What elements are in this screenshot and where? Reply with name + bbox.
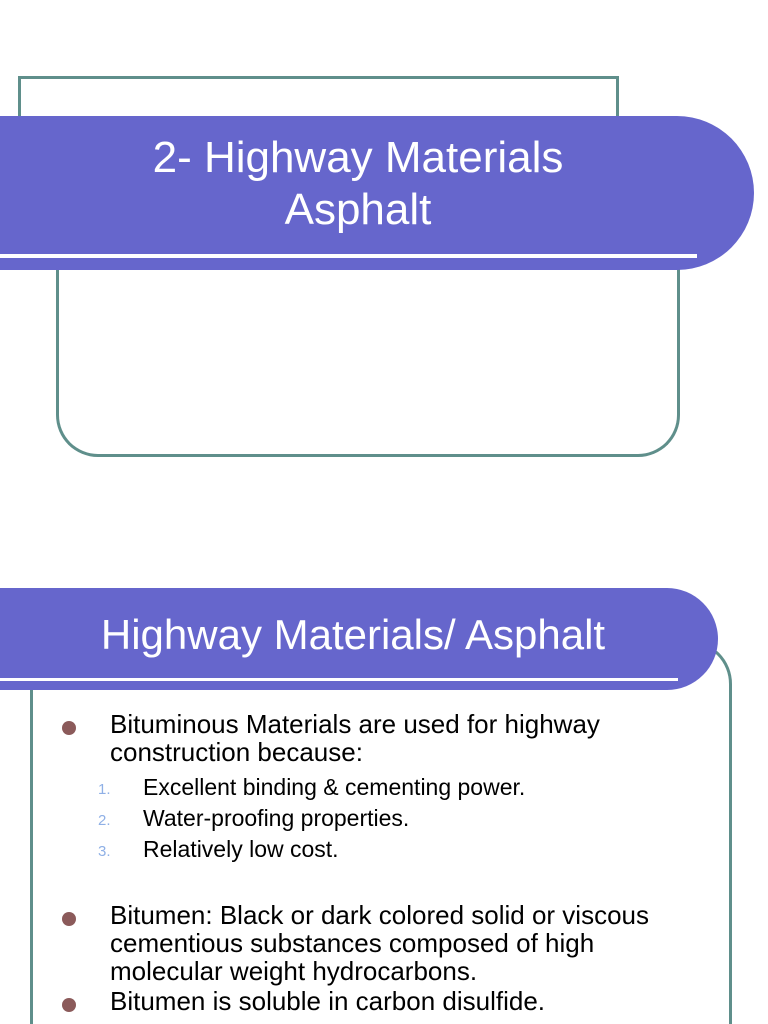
bullet-dot-icon xyxy=(62,998,76,1012)
bullet-item xyxy=(60,710,710,766)
sublist-text: Excellent binding & cementing power. xyxy=(143,774,526,800)
slide-1-title-underline xyxy=(0,254,697,258)
sublist-item xyxy=(60,803,710,834)
bullet-dot-icon xyxy=(62,912,76,926)
bullet-item xyxy=(60,901,710,985)
slide-2-title-underline xyxy=(0,678,678,681)
sublist-number: 3. xyxy=(98,843,111,860)
numbered-sublist xyxy=(60,772,710,865)
sublist-item xyxy=(60,834,710,865)
sublist-text: Water-proofing properties. xyxy=(143,805,410,831)
sublist-number: 1. xyxy=(98,781,111,798)
slide-2-body xyxy=(60,710,710,1015)
bullet-dot-icon xyxy=(62,721,76,735)
bullet-item xyxy=(60,987,710,1015)
slide-2-title: Highway Materials/ Asphalt xyxy=(100,611,606,658)
sublist-text: Relatively low cost. xyxy=(143,836,339,862)
bullet-text: Bitumen is soluble in carbon disulfide. xyxy=(110,986,546,1016)
bullet-text: Bituminous Materials are used for highway construction because: xyxy=(110,709,600,767)
slide-1-title xyxy=(0,132,716,236)
slide-1-title-line-2: Asphalt xyxy=(284,185,432,234)
sublist-item xyxy=(60,772,710,803)
slide-1-title-line-1: 2- Highway Materials xyxy=(152,133,564,182)
bullet-text: Bitumen: Black or dark colored solid or viscous cementious substances composed of high molecular weight hydrocarbons. xyxy=(110,900,650,986)
sublist-number: 2. xyxy=(98,812,111,829)
